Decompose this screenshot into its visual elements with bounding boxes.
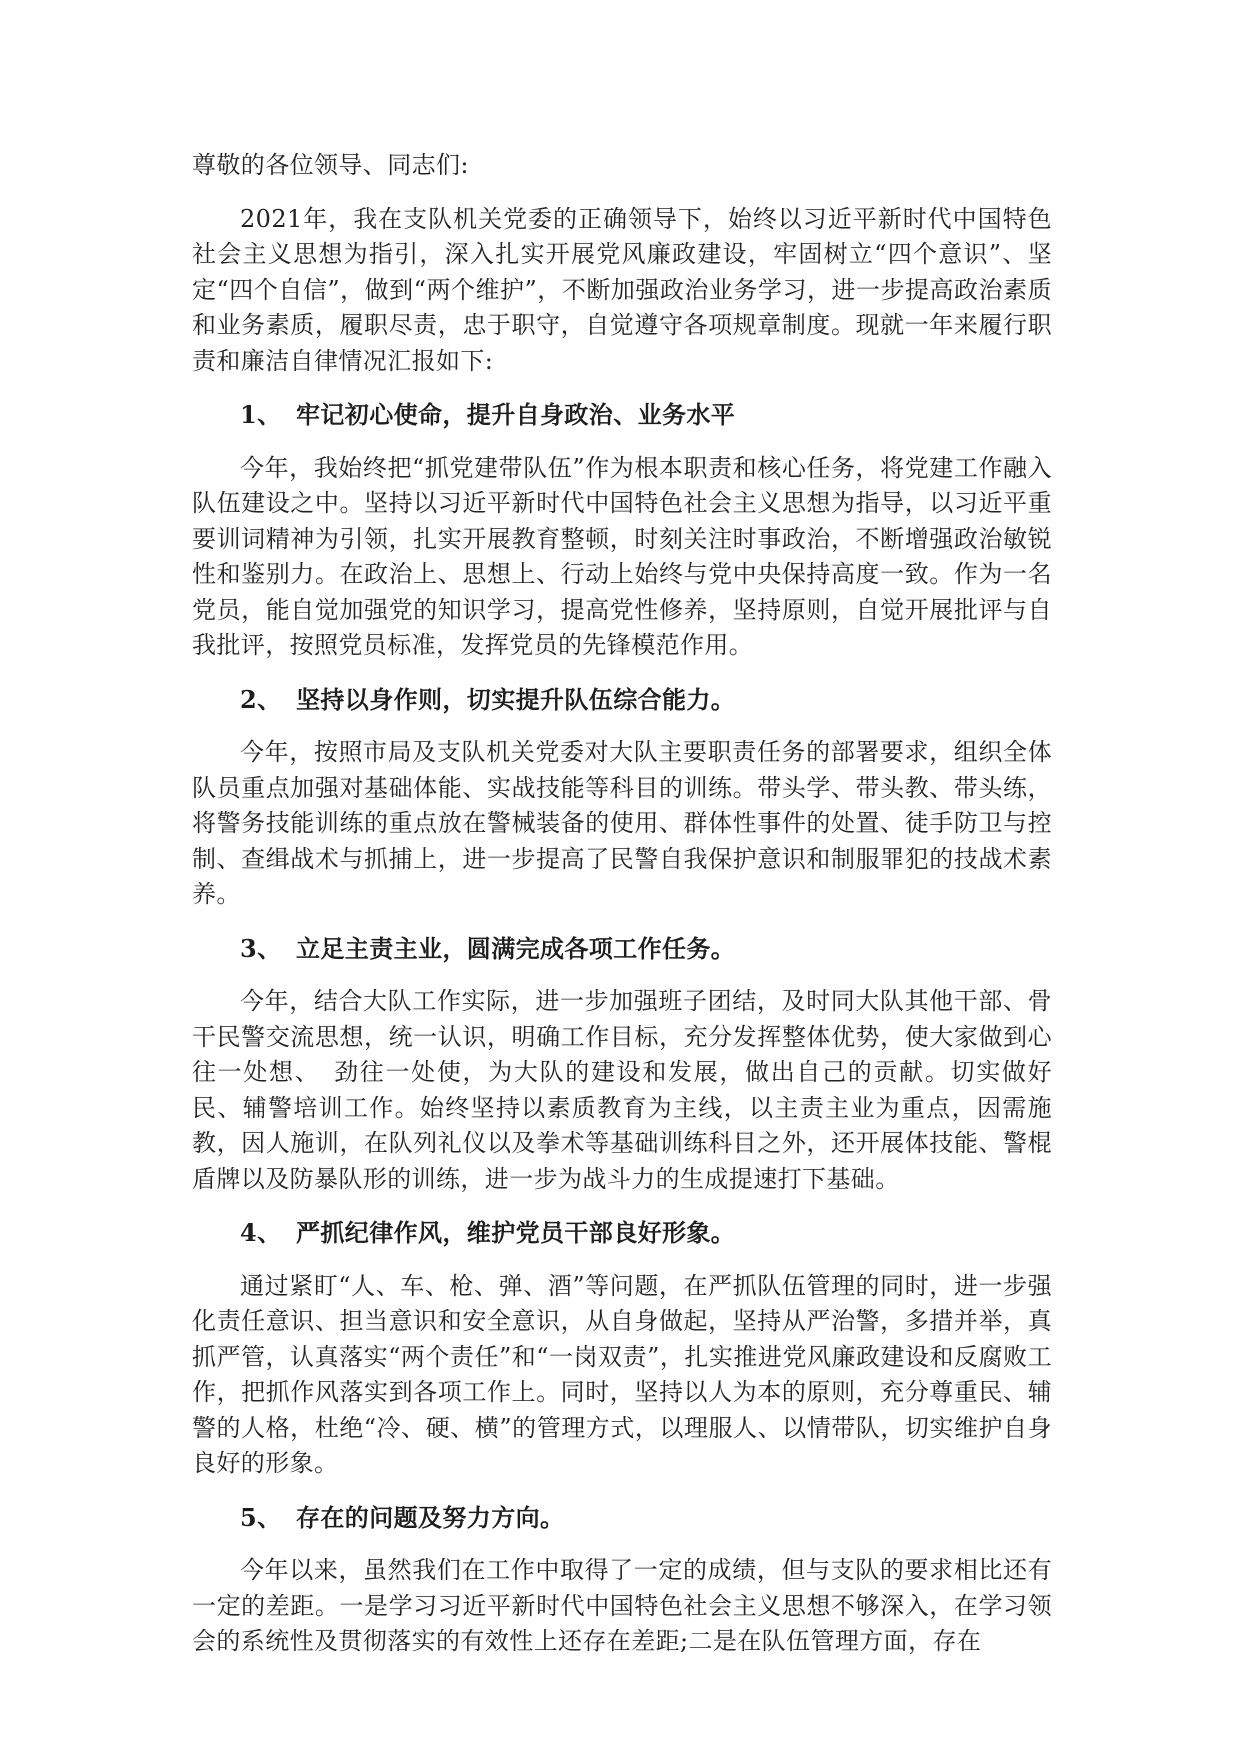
section-body-3: 今年，结合大队工作实际，进一步加强班子团结，及时同大队其他干部、骨干民警交流思想，统一认识，明确工作目标，充分发挥整体优势，使大家做到心往一处想、 劲往一处使，为大队的建设和发展，做出自己的贡献。切实做好民、辅警培训工作。始终坚持以素质教育为主线，以主责主业为重点，因需施教，因人施训，在队列礼仪以及拳术等基础训练科目之外，还开展体技能、警棍盾牌以及防暴队形的训练，进一步为战斗力的生成提速打下基础。 <box>192 987 1052 1193</box>
section-heading-3 <box>192 931 1052 967</box>
section-body-2: 今年，按照市局及支队机关党委对大队主要职责任务的部署要求，组织全体队员重点加强对基础体能、实战技能等科目的训练。带头学、带头教、带头练，将警务技能训练的重点放在警械装备的使用、群体性事件的处置、徒手防卫与控制、查缉战术与抓捕上，进一步提高了民警自我保护意识和制服罪犯的技战术素养。 <box>192 738 1052 908</box>
intro-paragraph: 2021年，我在支队机关党委的正确领导下，始终以习近平新时代中国特色社会主义思想为指引，深入扎实开展党风廉政建设，牢固树立“四个意识”、坚定“四个自信”，做到“两个维护”，不断加强政治业务学习，进一步提高政治素质和业务素质，履职尽责，忠于职守，自觉遵守各项规章制度。现就一年来履行职责和廉洁自律情况汇报如下: <box>192 204 1052 375</box>
section-body-4: 通过紧盯“人、车、枪、弹、酒”等问题，在严抓队伍管理的同时，进一步强化责任意识、担当意识和安全意识，从自身做起，坚持从严治警，多措并举，真抓严管，认真落实“两个责任”和“一岗双责”，扎实推进党风廉政建设和反腐败工作，把抓作风落实到各项工作上。同时，坚持以人为本的原则，充分尊重民、辅警的人格，杜绝“冷、硬、横”的管理方式，以理服人、以情带队，切实维护自身良好的形象。 <box>192 1271 1052 1477</box>
section-number: 2、 <box>240 684 282 714</box>
section-heading-1 <box>192 397 1052 433</box>
section-number: 5、 <box>240 1502 282 1532</box>
section-heading-4 <box>192 1215 1052 1251</box>
salutation: 尊敬的各位领导、同志们: <box>192 151 469 179</box>
section-number: 1、 <box>240 400 282 429</box>
section-body-1: 今年，我始终把“抓党建带队伍”作为根本职责和核心任务，将党建工作融入队伍建设之中。坚持以习近平新时代中国特色社会主义思想为指导，以习近平重要训词精神为引领，扎实开展教育整顿，时刻关注时事政治，不断增强政治敏锐性和鉴别力。在政治上、思想上、行动上始终与党中央保持高度一致。作为一名党员，能自觉加强党的知识学习，提高党性修养，坚持原则，自觉开展批评与自我批评，按照党员标准，发挥党员的先锋模范作用。 <box>192 453 1052 659</box>
section-title: 坚持以身作则，切实提升队伍综合能力。 <box>296 684 736 714</box>
section-title: 存在的问题及努力方向。 <box>296 1502 565 1532</box>
section-title: 严抓纪律作风，维护党员干部良好形象。 <box>296 1218 736 1247</box>
section-number: 4、 <box>240 1218 282 1247</box>
section-heading-5 <box>192 1500 1052 1536</box>
section-heading-2 <box>192 682 1052 718</box>
document-page <box>192 148 1052 1678</box>
section-body-5: 今年以来，虽然我们在工作中取得了一定的成绩，但与支队的要求相比还有一定的差距。一是学习习近平新时代中国特色社会主义思想不够深入，在学习领会的系统性及贯彻落实的有效性上还存在差距;二是在队伍管理方面，存在 <box>192 1556 1052 1655</box>
section-number: 3、 <box>240 933 282 963</box>
section-title: 牢记初心使命，提升自身政治、业务水平 <box>296 400 736 429</box>
section-title: 立足主责主业，圆满完成各项工作任务。 <box>296 933 736 963</box>
